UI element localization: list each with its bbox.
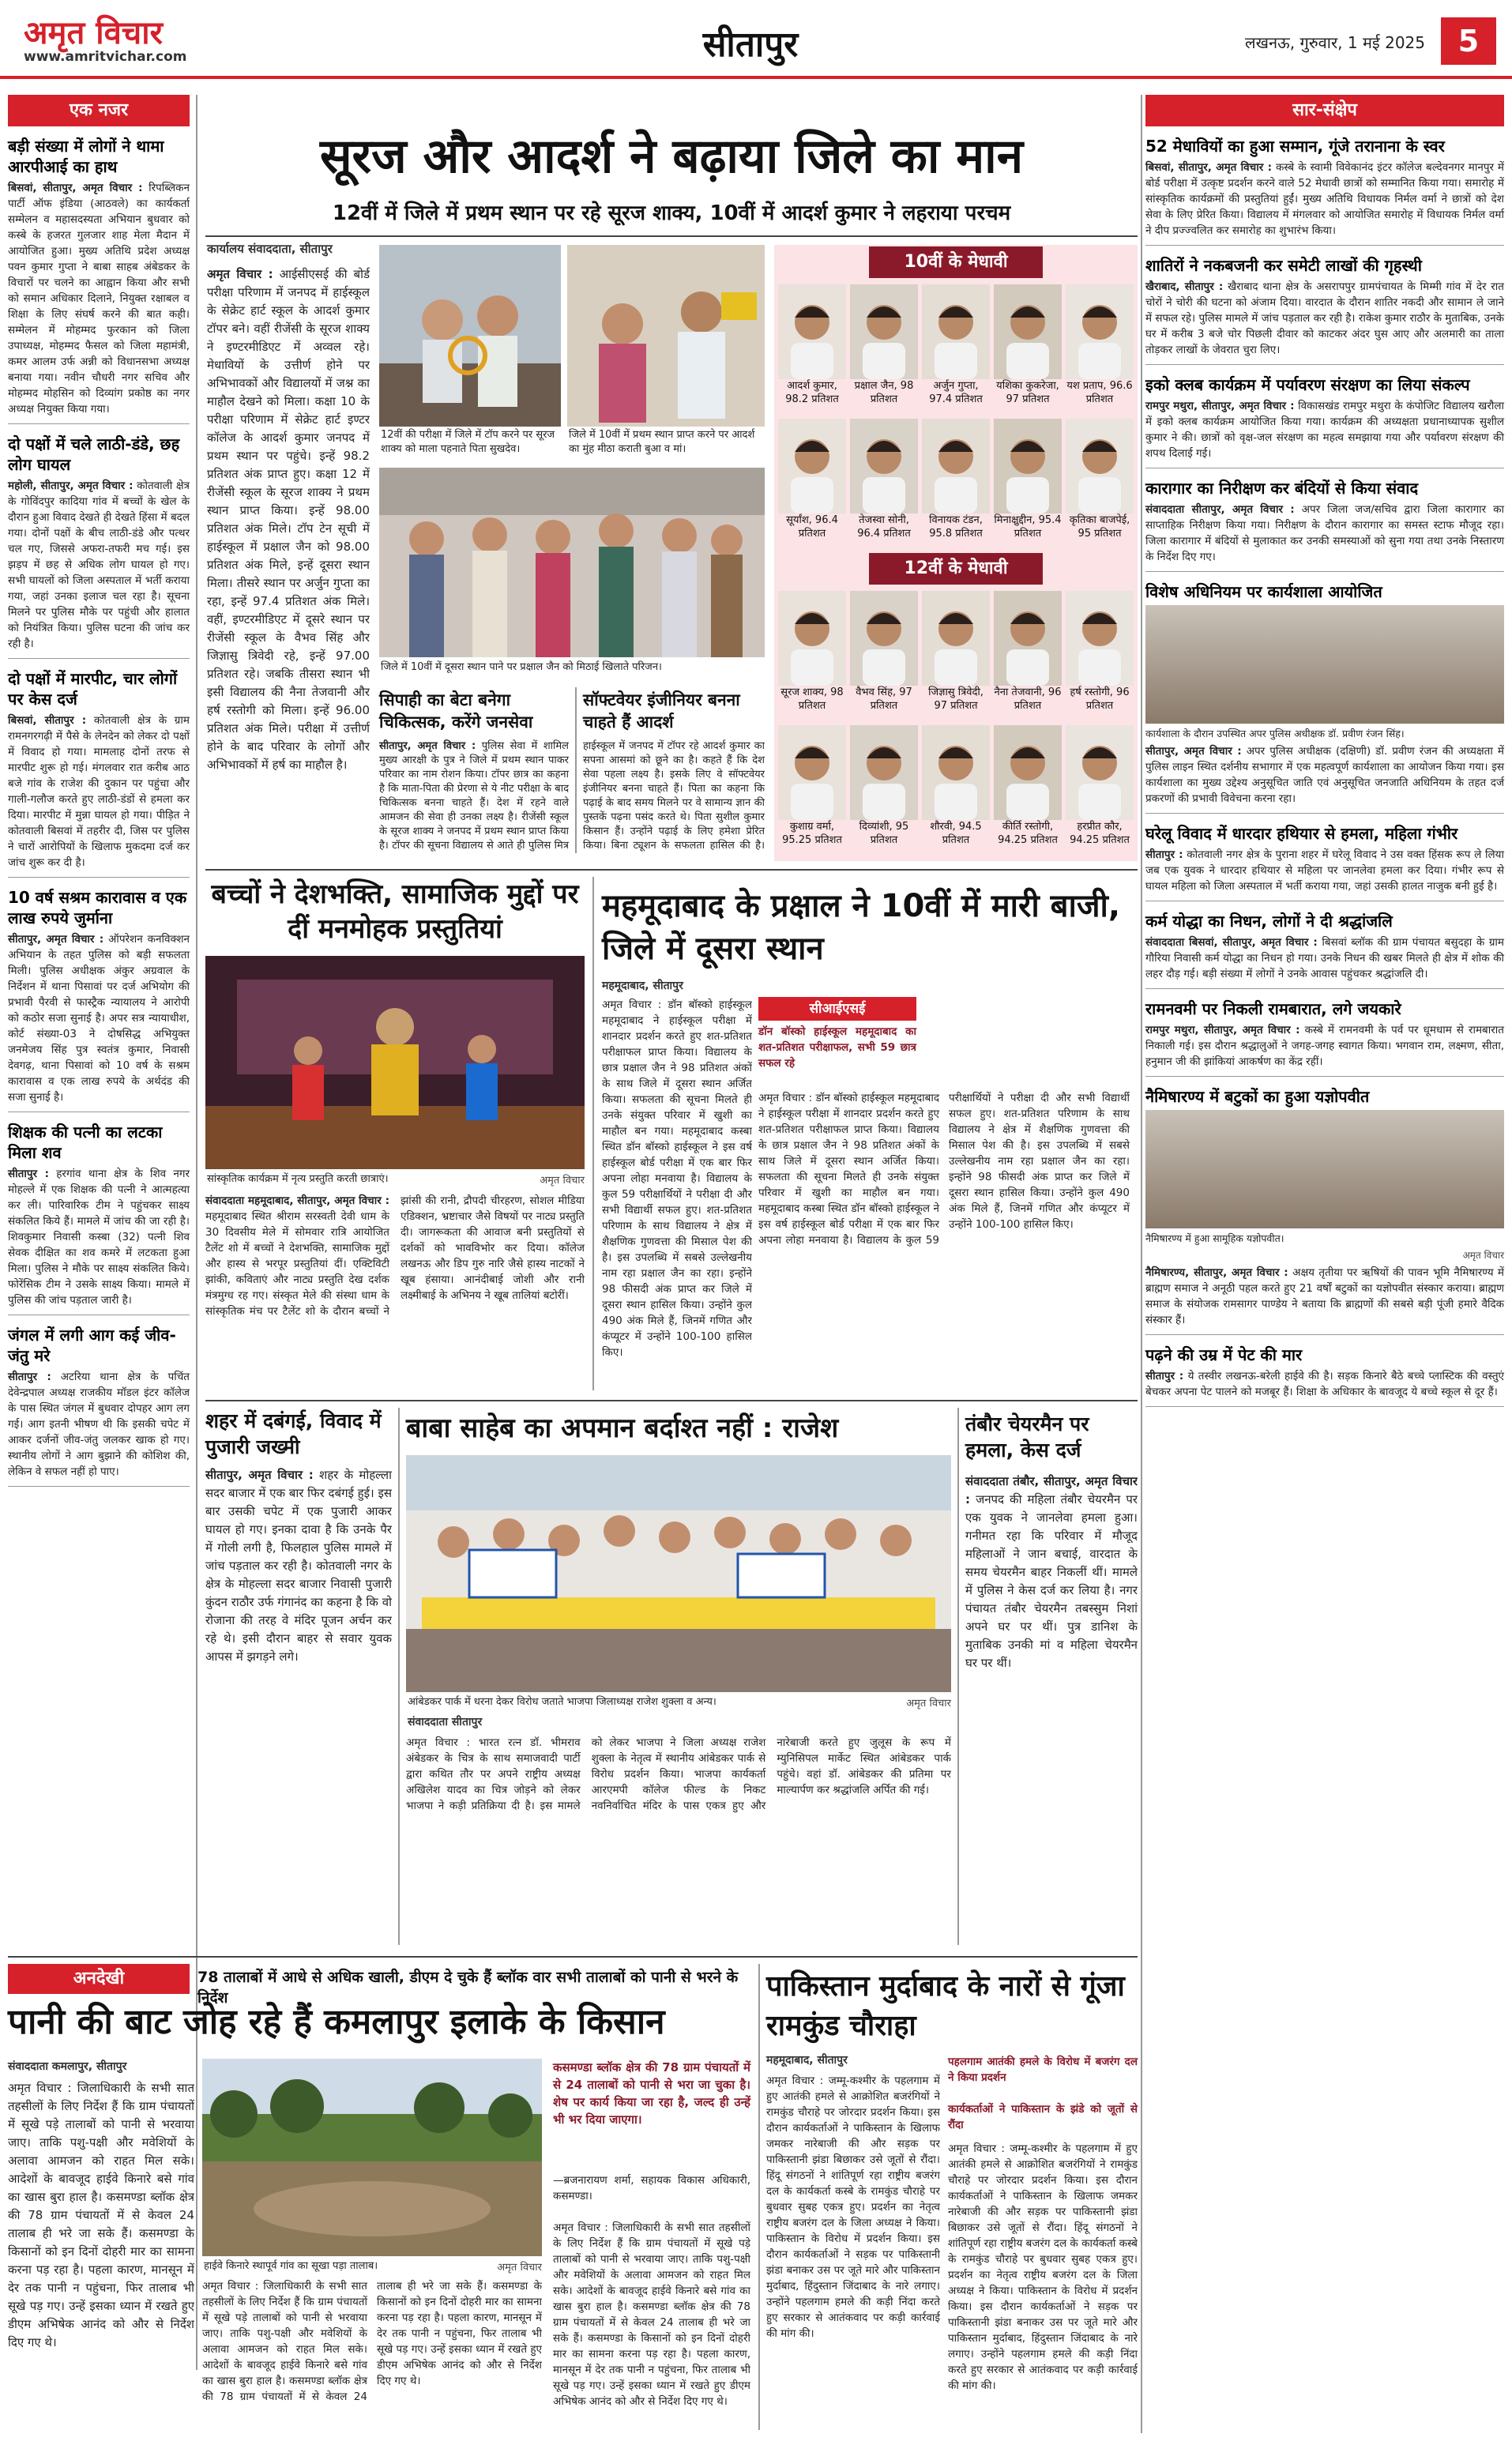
right-brief-title: 52 मेधावियों का हुआ सम्मान, गूंजे तरानाना के स्वर	[1145, 137, 1445, 156]
topper-card	[922, 591, 990, 713]
right-brief-text: विकासखंड रामपुर मथुरा के कंपोजिट विद्यालय खरौला में इको क्लब कार्यक्रम आयोजित किया गया। कार्यक्रम की अध्यक्षता प्रधानाध्यापक सुशील कुमार ने की। छात्रों को वृक्ष-जल संरक्षण का महत्व समझाया गया और पर्यावरण संरक्षण की शपथ दिलाई गई।	[1145, 400, 1504, 460]
right-brief-body	[1145, 1368, 1504, 1400]
tambour-src: संवाददाता तंबौर, सीतापुर, अमृत विचार :	[965, 1474, 1138, 1506]
topper-name: शौरवी, 94.5 प्रतिशत	[930, 821, 982, 846]
left-briefs	[8, 136, 190, 1487]
divider	[1145, 1406, 1504, 1407]
topper-card	[922, 419, 990, 540]
right-brief	[1145, 374, 1504, 468]
credit-talent: अमृत विचार	[540, 1175, 585, 1187]
right-brief-title: इको क्लब कार्यक्रम में पर्यावरण संरक्षण का लिया संकल्प	[1145, 375, 1470, 394]
right-brief-text: कस्बे में रामनवमी के पर्व पर धूमधाम से रामबारात निकाली गई। इस दौरान श्रद्धालुओं ने जगह-जगह स्वागत किया। भगवान राम, लक्ष्मण, सीता, हनुमान जी की झांकियां आकर्षण का केंद्र रहीं।	[1145, 1024, 1504, 1068]
topper-name: आदर्श कुमार, 98.2 प्रतिशत	[785, 380, 839, 405]
right-brief-body	[1145, 398, 1504, 461]
right-brief-text: अपर जिला जज/सचिव द्वारा जिला कारागार का साप्ताहिक निरीक्षण किया गया। निरीक्षण के दौरान कारागार का समस्त स्टाफ मौजूद रहा। जिला कारागार में बंदियों से मुलाकात कर उनकी समस्याओं को सुना गया तथा उनके निस्तारण के निर्देश दिए गए।	[1145, 503, 1504, 563]
right-brief-credit: अमृत विचार	[1462, 1250, 1504, 1261]
topper-name: अर्जुन गुप्ता, 97.4 प्रतिशत	[929, 380, 983, 405]
left-brief	[8, 1325, 190, 1487]
pak-headline: पाकिस्तान मुर्दाबाद के नारों से गूंजा रामकुंड चौराहा	[766, 1970, 1125, 2042]
class10-title: 10वीं के मेधावी	[869, 246, 1043, 278]
right-column-header: सार-संक्षेप	[1145, 95, 1504, 126]
bottom-quote-source: —ब्रजनारायण शर्मा, सहायक विकास अधिकारी, कसमण्डा।	[553, 2174, 750, 2202]
topper-card	[994, 591, 1062, 713]
dateline: लखनऊ, गुरुवार, 1 मई 2025	[1245, 33, 1425, 52]
protest-byline: संवाददाता सीतापुर	[408, 1716, 483, 1728]
topper-card	[778, 725, 846, 847]
left-brief-text: रिपब्लिकन पार्टी ऑफ इंडिया (आठवले) का कार्यकर्ता सम्मेलन व महासदस्यता अभियान बुधवार को कस्बे के हजरत गुलजार शाह मेला मैदान में आयोजित हुआ। मुख्य अतिथि प्रदेश अध्यक्ष पवन कुमार गुप्ता ने बाबा साहब अंबेडकर के विचारों पर चलने का आह्वान किया और सभी को समान अधिकार दिलाने, नियुक्त रक्षाबल व शिक्षा के लिए संघर्ष करने की बात कही। सम्मेलन में मोहम्मद फुरकान को जिला उपाध्यक्ष, मोहम्मद फैसल को जिला महामंत्री, कमर आलम उर्फ अन्नी को विधानसभा अध्यक्ष बनाया गया। नवीन चौधरी नगर सचिव और मोहम्मद मोहसिन को दिव्यांग प्रकोष्ठ का नगर अध्यक्ष नियुक्त किया गया।	[8, 182, 190, 416]
right-brief-title: नैमिषारण्य में बटुकों का हुआ यज्ञोपवीत	[1145, 1087, 1370, 1106]
topper-name: जिज्ञासु त्रिवेदी, 97 प्रतिशत	[928, 686, 984, 712]
topper-photo	[1066, 284, 1134, 379]
topper-card	[922, 725, 990, 847]
talent-byline: संवाददाता महमूदाबाद, सीतापुर, अमृत विचार :	[205, 1194, 389, 1207]
right-brief-title: रामनवमी पर निकली रामबारात, लगे जयकारे	[1145, 999, 1401, 1018]
rule	[8, 1956, 1138, 1958]
divider	[1145, 1334, 1504, 1335]
divider	[8, 658, 190, 659]
right-brief-source: बिसवां, सीतापुर, अमृत विचार :	[1145, 161, 1272, 174]
cbse-badge: सीआईएसई	[758, 997, 916, 1021]
right-brief	[1145, 1345, 1504, 1407]
topper-card	[994, 725, 1062, 847]
left-brief-source: महोली, सीतापुर, अमृत विचार :	[8, 480, 134, 492]
lead-subhead: 12वीं में जिले में प्रथम स्थान पर रहे सूरज शाक्य, 10वीं में आदर्श कुमार ने लहराया परचम	[332, 201, 1011, 225]
topper-card	[1066, 725, 1134, 847]
topper-card	[994, 419, 1062, 540]
right-brief-body	[1145, 160, 1504, 239]
topper-photo	[778, 419, 846, 513]
topper-photo	[850, 725, 918, 820]
left-brief-text: कोतवाली क्षेत्र के गोविंदपुर कादिया गांव में बच्चों के खेल के दौरान हुआ विवाद देखते ही देखते हिंसा में बदल गया। दोनों पक्षों के बीच लाठी-डंडे और पत्थर चल गए, जिससे अफरा-तफरी मच गई। इस झड़प में छह से अधिक लोग घायल हो गए। सभी घायलों को जिला अस्पताल में भर्ती कराया गया, जहां उनका इलाज चल रहा है। सूचना मिलने पर पुलिस मौके पर पहुंची और हालात को नियंत्रित किया। पुलिस घटना की जांच कर रही है।	[8, 480, 190, 650]
left-brief-text: हरगांव थाना क्षेत्र के शिव नगर मोहल्ले में एक शिक्षक की पत्नी ने आत्महत्या कर ली। पारिवारिक टीम ने पहुंचकर साक्ष्य संकलित किये हैं। मामले में जांच की जा रही है। शिवकुमार निवासी कस्बा (32) पत्नी शिव सेवक दीक्षित का शव कमरे में लटकता हुआ मिला। पुलिस ने मौके पर साक्ष्य संकलित किये। फोरेंसिक टीम ने उसके साक्ष्य किया। मामले में पुलिस की जांच पड़ताल जारी है।	[8, 1168, 190, 1307]
topper-card	[778, 284, 846, 406]
topper-photo	[778, 284, 846, 379]
left-brief-title: शिक्षक की पत्नी का लटका मिला शव	[8, 1123, 163, 1162]
photo-talent-show	[205, 956, 585, 1169]
left-brief	[8, 434, 190, 659]
right-brief	[1145, 823, 1504, 901]
photo-prakshal	[379, 468, 765, 657]
topper-name: हरप्रीत कौर, 94.25 प्रतिशत	[1070, 821, 1130, 846]
caption-talent: सांस्कृतिक कार्यक्रम में नृत्य प्रस्तुति करती छात्राएं।	[207, 1173, 389, 1185]
topper-card	[1066, 284, 1134, 406]
topper-photo	[850, 284, 918, 379]
lead-body	[207, 265, 370, 834]
left-brief-source: बिसवां, सीतापुर, अमृत विचार :	[8, 182, 143, 194]
right-brief-title: घरेलू विवाद में धारदार हथियार से हमला, महिला गंभीर	[1145, 824, 1458, 843]
sidebar-body-2: हाईस्कूल में जनपद में टॉपर रहे आदर्श कुमार का सपना आसमां को छूने का है। कहते हैं कि देश सेवा पहला लक्ष्य है। इसके लिए वे सॉफ्टवेयर इंजीनियर बनना चाहते हैं। पिता का कहना कि पढ़ाई के बाद समय मिलने पर वे सामान्य ज्ञान की पुस्तकें पढ़ना पसंद करते थे। पिता सुशील कुमार किसान हैं। उन्होंने पढ़ाई के लिए हमेशा प्रेरित किया। बिना ट्यूशन के सफलता हासिल की है।	[583, 740, 765, 852]
left-brief-title: 10 वर्ष सश्रम कारावास व एक लाख रुपये जुर्माना	[8, 888, 187, 927]
divider	[398, 1408, 400, 1945]
right-brief	[1145, 255, 1504, 365]
caption-protest: आंबेडकर पार्क में धरना देकर विरोध जताते भाजपा जिलाध्यक्ष राजेश शुक्ला व अन्य।	[408, 1696, 717, 1708]
lead-headline: सूरज और आदर्श ने बढ़ाया जिले का मान	[319, 129, 1024, 184]
pujari-src: सीतापुर, अमृत विचार :	[205, 1468, 314, 1482]
divider	[758, 1964, 760, 2430]
right-brief-text: बिसवां ब्लॉक की ग्राम पंचायत बसुदहा के ग्राम गौरिया निवासी कर्म योद्धा का निधन हो गया। उनके निधन की खबर मिलते ही क्षेत्र में शोक की लहर दौड़ गई। बड़ी संख्या में लोगों ने उनके आवास पहुंचकर श्रद्धांजलि दी।	[1145, 936, 1505, 980]
topper-name: हर्ष रस्तोगी, 96 प्रतिशत	[1070, 686, 1130, 712]
prakshal-body-cont: अमृत विचार : डॉन बॉस्को हाईस्कूल महमूदाबाद ने हाईस्कूल परीक्षा में शानदार प्रदर्शन करते हुए शत-प्रतिशत परीक्षाफल प्राप्त किया। विद्यालय के छात्र प्रक्षाल जैन ने 98 प्रतिशत अंकों के साथ जिले में दूसरा स्थान अर्जित किया। सफलता की सूचना मिलते ही उनके संयुक्त परिवार में खुशी का माहौल बन गया। महमूदाबाद कस्बा स्थित डॉन बॉस्को हाईस्कूल ने इस वर्ष हाईस्कूल बोर्ड परीक्षा में एक बार फिर अपना लोहा मनवाया है। विद्यालय के कुल 59 परीक्षार्थियों ने परीक्षा दी और सभी विद्यार्थी सफल हुए। शत-प्रतिशत परिणाम के साथ विद्यालय ने क्षेत्र में शैक्षणिक गुणवत्ता की मिसाल पेश की है। इस उपलब्धि में सबसे उल्लेखनीय नाम रहा प्रक्षाल जैन का रहा। इन्होंने 98 फीसदी अंक प्राप्त कर जिले में दूसरा स्थान हासिल किया। उन्होंने कुल 490 अंक मिले हैं, जिनमें गणित और कंप्यूटर में उन्होंने 100-100 हासिल किए।	[758, 1092, 1130, 1247]
tambour-text: जनपद की महिला तंबौर चेयरमैन पर एक युवक ने जानलेवा हमला हुआ। गनीमत रहा कि परिवार में मौजूद महिलाओं ने जान बचाई, वारदात के समय चेयरमैन बाहर निकलीं थीं। मामले में पुलिस ने केस दर्ज कर लिया है। नगर पंचायत तंबौर चेयरमैन तबस्सुम निशां अपने घर पर थीं। पुत्र डानिश के मुताबिक उनकी मां व महिला चेयरमैन घर पर थीं।	[965, 1492, 1138, 1670]
left-brief-text: कोतवाली क्षेत्र के ग्राम रामनगरगढ़ी में पैसे के लेनदेन को लेकर दो पक्षों में विवाद हो गया। मामलाह दोनों तरफ से मारपीट शुरू हो गई। मंगलवार रात करीब आठ बजे गांव के राजेश की दुकान पर पहुंचा और गाली-गलौज करते हुए लाठी-डंडों से हमला कर दिया। मारपीट में मुन्ना घायल हो गया। पीड़ित ने कोतवाली बिसवां में तहरीर दी, जिस पर पुलिस ने चारों आरोपियों के खिलाफ मुकदमा दर्ज कर जांच शुरू कर दी है।	[8, 714, 190, 869]
left-brief-source: सीतापुर :	[8, 1371, 51, 1383]
right-brief-body	[1145, 743, 1504, 807]
right-brief	[1145, 136, 1504, 246]
topper-card	[778, 419, 846, 540]
topper-card	[850, 419, 918, 540]
caption-adarsh: जिले में 10वीं में प्रथम स्थान प्राप्त करने पर आदर्श का मुंह मीठा कराती बुआ व मां।	[569, 429, 755, 455]
bottom-tag: अनदेखी	[8, 1964, 190, 1994]
right-brief-source: सीतापुर :	[1145, 848, 1183, 861]
topper-photo	[994, 284, 1062, 379]
photo-suraj	[379, 245, 561, 427]
left-brief	[8, 668, 190, 878]
divider	[957, 1408, 959, 1945]
right-brief-source: नैमिषारण्य, सीतापुर, अमृत विचार :	[1145, 1266, 1288, 1279]
topper-card	[922, 284, 990, 406]
left-brief-title: दो पक्षों में मारपीट, चार लोगों पर केस दर्ज	[8, 669, 178, 709]
right-brief	[1145, 999, 1504, 1077]
prakshal-headline: महमूदाबाद के प्रक्षाल ने 10वीं में मारी बाजी, जिले में दूसरा स्थान	[602, 888, 1121, 967]
left-brief-body	[8, 931, 190, 1105]
pak-byline: महमूदाबाद, सीतापुर	[766, 2054, 848, 2067]
topper-photo	[922, 591, 990, 686]
left-brief-source: सीतापुर, अमृत विचार :	[8, 933, 104, 946]
section-name: सीतापुर	[702, 24, 799, 65]
right-brief-text: ये तस्वीर लखनऊ-बरेली हाईवे की है। सड़क किनारे बैठे बच्चे प्लास्टिक की वस्तुएं बेचकर अपना पेट पालने को मजबूर हैं। शिक्षा के अधिकार के बावजूद ये बच्चे स्कूल से दूर हैं।	[1145, 1370, 1504, 1398]
topper-photo	[1066, 591, 1134, 686]
right-brief-body	[1145, 279, 1504, 358]
right-brief-source: खैराबाद, सीतापुर :	[1145, 280, 1224, 293]
topper-name: कीर्ति रस्तोगी, 94.25 प्रतिशत	[998, 821, 1058, 846]
left-brief-title: बड़ी संख्या में लोगों ने थामा आरपीआई का हाथ	[8, 137, 164, 176]
left-column-header: एक नजर	[8, 95, 190, 126]
bottom-body: अमृत विचार : जिलाधिकारी के सभी सात तहसीलों के लिए निर्देश हैं कि ग्राम पंचायतों में सूखे पड़े तालाबों को पानी से भरवाया जाए। ताकि पशु-पक्षी और मवेशियों के अलावा आमजन को राहत मिल सके। आदेशों के बावजूद हाईवे किनारे बसे गांव का खास बुरा हाल है। कसमण्डा ब्लॉक क्षेत्र की 78 ग्राम पंचायतों में से केवल 24 तालाब ही भरे जा सके हैं। कसमण्डा के किसानों को इन दिनों दोहरी मार का सामना करना पड़ रहा है। पहला कारण, मानसून में देर तक पानी न पहुंचना, फिर तालाब भी सूखे पड़ गए। उन्हें इसका ध्यान में रखते हुए डीएम अभिषेक आनंद को और से निर्देश दिए गए थे।	[8, 2081, 194, 2349]
rule	[205, 1400, 1138, 1401]
right-brief-source: सीतापुर, अमृत विचार :	[1145, 745, 1242, 758]
divider	[1145, 364, 1504, 365]
left-brief	[8, 887, 190, 1112]
sidebar-headline-2: सॉफ्टवेयर इंजीनियर बनना चाहते हैं आदर्श	[583, 690, 740, 732]
brand-url[interactable]: www.amritvichar.com	[24, 49, 187, 65]
divider	[575, 687, 577, 853]
right-brief-title: शातिरों ने नकबजनी कर समेटी लाखों की गृहस्थी	[1145, 256, 1422, 275]
lead-source: अमृत विचार :	[207, 267, 273, 281]
lead-byline: कार्यालय संवाददाता, सीतापुर	[207, 242, 333, 256]
left-brief-body	[8, 1369, 190, 1480]
left-brief-title: दो पक्षों में चले लाठी-डंडे, छह लोग घायल	[8, 434, 180, 474]
pak-point-1: पहलगाम आतंकी हमले के विरोध में बजरंग दल ने किया प्रदर्शन	[948, 2056, 1138, 2084]
protest-body: अमृत विचार : भारत रत्न डॉ. भीमराव अंबेडकर के चित्र के साथ समाजवादी पार्टी द्वारा कथित तौर पर अपने राष्ट्रीय अध्यक्ष अखिलेश यादव का चित्र जोड़ने को लेकर भाजपा ने कड़ी प्रतिक्रिया दी है। इस मामले को लेकर भाजपा ने जिला अध्यक्ष राजेश शुक्ला के नेतृत्व में स्थानीय आंबेडकर पार्क से विरोध प्रदर्शन किया। भाजपा कार्यकर्ता आरएमपी कॉलेज फील्ड के निकट नवनिर्वाचित मंदिर के पास एकत्र हुए और नारेबाजी करते हुए जुलूस के रूप में म्युनिसिपल मार्केट स्थित आंबेडकर पार्क पहुंचे। वहां डॉ. आंबेडकर की प्रतिमा पर माल्यार्पण कर श्रद्धांजलि अर्पित की गई।	[406, 1736, 951, 1812]
caption-suraj: 12वीं की परीक्षा में जिले में टॉप करने पर सूरज शाक्य को माला पहनाते पिता सुखदेव।	[381, 429, 555, 455]
credit-protest: अमृत विचार	[906, 1698, 951, 1710]
caption-prakshal: जिले में 10वीं में दूसरा स्थान पाने पर प्रक्षाल जैन को मिठाई खिलाते परिजन।	[381, 661, 662, 673]
topper-name: वैभव सिंह, 97 प्रतिशत	[856, 686, 912, 712]
topper-name: विनायक टंडन, 95.8 प्रतिशत	[929, 514, 983, 540]
left-brief-body	[8, 478, 190, 652]
class12-title: 12वीं के मेधावी	[869, 553, 1043, 585]
tambour-body	[965, 1473, 1138, 1939]
divider	[8, 877, 190, 878]
topper-photo	[922, 725, 990, 820]
right-brief-body	[1145, 935, 1504, 982]
right-brief-source: सीतापुर :	[1145, 1370, 1184, 1382]
topper-name: दिव्यांशी, 95 प्रतिशत	[859, 821, 909, 846]
right-brief-source: संवाददाता बिसवां, सीतापुर, अमृत विचार :	[1145, 936, 1318, 949]
right-brief-caption: नैमिषारण्य में हुआ सामूहिक यज्ञोपवीत।	[1145, 1232, 1284, 1244]
right-brief-title: पढ़ने की उम्र में पेट की मार	[1145, 1345, 1303, 1364]
tambour-headline: तंबौर चेयरमैन पर हमला, केस दर्ज	[965, 1412, 1089, 1461]
bottom-byline: संवाददाता कमलापुर, सीतापुर	[8, 2060, 127, 2073]
left-brief-title: जंगल में लगी आग कई जीव-जंतु मरे	[8, 1326, 176, 1365]
topper-card	[1066, 419, 1134, 540]
topper-photo	[1066, 419, 1134, 513]
topper-name: यश प्रताप, 96.6 प्रतिशत	[1066, 380, 1133, 405]
sidebar-text-1: पुलिस सेवा में शामिल मुख्य आरक्षी के पुत्र ने जिले में प्रथम स्थान पाकर परिवार का नाम रोशन किया। टॉपर छात्र का कहना है कि माता-पिता की प्रेरणा से ये नीट परीक्षा के बाद चिकित्सक बनना चाहते हैं। देश में रहने वाले आमजन की सेवा ही उनका लक्ष्य है। रीजेंसी स्कूल के सूरज शाक्य ने जनपद में प्रथम स्थान प्राप्त किया है। टॉपर की सूचना विद्यालय से आते ही पुलिस मित्र	[379, 740, 569, 852]
pujari-headline: शहर में दबंगई, विवाद में पुजारी जख्मी	[205, 1409, 382, 1458]
left-brief-text: अटरिया थाना क्षेत्र के पचिंत देवेन्द्रपाल अध्यक्ष राजकीय मॉडल इंटर कॉलेज के पास स्थित जंगल में बुधवार दोपहर आग लग गई। आग इतनी भीषण थी कि इसकी चपेट में आकर दर्जनों जीव-जंतु जलकर खाक हो गए। स्थानीय लोगों ने आग बुझाने की कोशिश की, लेकिन वे सफल नहीं हो पाए।	[8, 1371, 190, 1478]
topper-name: मिनाक्षुद्दीन, 95.4 प्रतिशत	[994, 514, 1062, 540]
lead-text: आईसीएसई की बोर्ड परीक्षा परिणाम में जनपद में हाईस्कूल के सेक्रेट हार्ट स्कूल के आदर्श कुमार टॉपर बने। वहीं रीजेंसी के सूरज शाक्य ने इण्टरमीडिएट में अव्वल रहे। मेधावियों के उत्तीर्ण होने पर अभिभावकों और विद्यालयों में जश्न का माहौल देखने को मिला। कक्षा 10 के परीक्षा परिणाम में सेक्रेट हार्ट इण्टर कॉलेज के आदर्श कुमार जनपद में प्रथम स्थान पर पहुंचे। इन्हें 98.2 प्रतिशत अंक प्राप्त हुए। कक्षा 12 में रीजेंसी स्कूल के सूरज शाक्य ने प्रथम स्थान प्राप्त किया। इन्हें 98.00 प्रतिशत अंक मिले। टॉप टेन सूची में हाईस्कूल में प्रक्षाल जैन को 98.00 प्रतिशत अंक मिले, इन्हें दूसरा स्थान मिला। तीसरे स्थान पर अर्जुन गुप्ता का रहा, इन्हें 97.4 प्रतिशत अंक मिले। वहीं, इण्टरमीडिएट में दूसरे स्थान पर रीजेंसी स्कूल के वैभव सिंह और जिज्ञासु त्रिवेदी रहे, इन्हें 97.00 प्रतिशत रहे। जबकि तीसरा स्थान भी इसी विद्यालय की नैना तेजवानी और हर्ष रस्तोगी को मिला। इन्हें 96.00 प्रतिशत अंक मिले। परीक्षा में उत्तीर्ण होने के बाद परिवार के लोगों और अभिभावकों में हर्ष का माहौल है।	[207, 267, 370, 772]
talent-body	[205, 1193, 585, 1390]
bottom-quote: कसमण्डा ब्लॉक क्षेत्र की 78 ग्राम पंचायतों में से 24 तालाबों को पानी से भरा जा चुका है। शेष पर कार्य किया जा रहा है, जल्द ही उन्हें भी भर दिया जाएगा।	[553, 2060, 750, 2127]
topper-name: यशिका कुकरेजा, 97 प्रतिशत	[996, 380, 1059, 405]
divider	[8, 1486, 190, 1487]
right-brief	[1145, 581, 1504, 814]
divider	[1145, 988, 1504, 989]
divider	[1141, 95, 1142, 2433]
topper-card	[850, 284, 918, 406]
right-brief	[1145, 1086, 1504, 1335]
right-brief-body	[1145, 847, 1504, 894]
rule	[205, 869, 1138, 871]
sidebar-body-1	[379, 739, 569, 853]
right-brief	[1145, 911, 1504, 989]
topper-photo	[1066, 725, 1134, 820]
right-briefs	[1145, 136, 1504, 1407]
topper-card	[1066, 591, 1134, 713]
topper-name: तेजस्वा सोनी, 96.4 प्रतिशत	[857, 514, 911, 540]
divider	[8, 423, 190, 424]
bottom-headline: पानी की बाट जोह रहे हैं कमलापुर इलाके के किसान	[8, 2002, 665, 2042]
pak-body-cont: अमृत विचार : जम्मू-कश्मीर के पहलगाम में हुए आतंकी हमले से आक्रोशित बजरंगियों ने रामकुंड चौराहे पर जोरदार प्रदर्शन किया। इस दौरान कार्यकर्ताओं ने पाकिस्तान के खिलाफ जमकर नारेबाजी की और सड़क पर पाकिस्तानी झंडा बिछाकर उसे जूतों से रौंदा। हिंदू संगठनों ने शांतिपूर्ण रहा राष्ट्रीय बजरंग दल के कार्यकर्ता कस्बे के रामकुंड चौराहे पर बुधवार सुबह एकत्र हुए। प्रदर्शन का नेतृत्व राष्ट्रीय बजरंग दल के जिला अध्यक्ष ने किया। पाकिस्तान के विरोध में प्रदर्शन किया। इस दौरान कार्यकर्ताओं ने सड़क पर पाकिस्तानी झंडा बनाकर उस पर जूते मारे और पाकिस्तान मुर्दाबाद, हिंदुस्तान जिंदाबाद के नारे लगाए। उन्होंने पहलगाम हमले की कड़ी निंदा करते हुए सरकार से आतंकवाद पर कड़ी कार्रवाई की मांग की।	[948, 2142, 1138, 2392]
protest-headline: बाबा साहेब का अपमान बर्दाश्त नहीं : राजेश	[406, 1412, 839, 1444]
right-brief-photo	[1145, 605, 1504, 724]
topper-photo	[994, 591, 1062, 686]
right-brief-source: संवाददाता सीतापुर, अमृत विचार :	[1145, 503, 1295, 516]
bottom-body-cont: अमृत विचार : जिलाधिकारी के सभी सात तहसीलों के लिए निर्देश हैं कि ग्राम पंचायतों में सूखे पड़े तालाबों को पानी से भरवाया जाए। ताकि पशु-पक्षी और मवेशियों के अलावा आमजन को राहत मिल सके। आदेशों के बावजूद हाईवे किनारे बसे गांव का खास बुरा हाल है। कसमण्डा ब्लॉक क्षेत्र की 78 ग्राम पंचायतों में से केवल 24 तालाब ही भरे जा सके हैं। कसमण्डा के किसानों को इन दिनों दोहरी मार का सामना करना पड़ रहा है। पहला कारण, मानसून में देर तक पानी न पहुंचना, फिर तालाब भी सूखे पड़ गए। उन्हें इसका ध्यान में रखते हुए डीएम अभिषेक आनंद को और से निर्देश दिए गए थे।	[202, 2280, 542, 2403]
left-brief	[8, 136, 190, 424]
rule	[205, 235, 1138, 237]
topper-card	[778, 591, 846, 713]
caption-dry-pond: हाईवे किनारे स्थापूर्व गांव का सूखा पड़ा तालाब।	[204, 2260, 378, 2272]
right-brief	[1145, 478, 1504, 572]
right-brief-photo	[1145, 1110, 1504, 1228]
topper-photo	[850, 419, 918, 513]
photo-adarsh	[567, 245, 765, 427]
right-brief-title: कारागार का निरीक्षण कर बंदियों से किया संवाद	[1145, 479, 1419, 498]
prakshal-highlight: डॉन बॉस्को हाईस्कूल महमूदाबाद का शत-प्रतिशत परीक्षाफल, सभी 59 छात्र सफल रहे	[758, 1025, 916, 1070]
topper-photo	[994, 419, 1062, 513]
right-brief-body	[1145, 502, 1504, 565]
right-brief-text: अपर पुलिस अधीक्षक (दक्षिणी) डॉ. प्रवीण रंजन की अध्यक्षता में पुलिस लाइन स्थित दर्शनीय सभागार में एक महत्वपूर्ण कार्यशाला का आयोजन किया गया। इस कार्यशाला का मुख्य उद्देश्य अनुसूचित जाति एवं अनुसूचित जनजाति अधिनियम के तहत दर्ज प्रकरणों की प्रभावी विवेचना करना रहा।	[1145, 745, 1504, 805]
sidebar-headline-1: सिपाही का बेटा बनेगा चिकित्सक, करेंगे जनसेवा	[379, 690, 533, 732]
divider	[1145, 813, 1504, 814]
right-brief-text: कोतवाली नगर क्षेत्र के पुराना शहर में घरेलू विवाद ने उस वक्त हिंसक रूप ले लिया जब एक युवक ने धारदार हथियार से महिला पर जानलेवा हमला कर दिया। गंभीर रूप से घायल महिला को जिला अस्पताल में भर्ती कराया गया, जहां उसकी हालत नाजुक बनी हुई है।	[1145, 848, 1504, 893]
talent-text: महमूदाबाद स्थित श्रीराम सरस्वती देवी धाम के 30 दिवसीय मेले में सोमवार रात्रि आयोजित टैलेंट शो में बच्चों ने देशभक्ति, सामाजिक मुद्दों और हास्य से भरपूर प्रस्तुतियां दीं। एक्टिविटी झांकी, कविताएं और नाट्य प्रस्तुति देख दर्शक मंत्रमुग्ध रह गए। संस्कृत मेले की संस्था धाम के सांस्कृतिक मंच पर टैलेंट शो के दौरान बच्चों ने झांसी की रानी, द्रौपदी चीरहरण, सोशल मीडिया एडिक्शन, भ्रष्टाचार जैसे विषयों पर नाट्य प्रस्तुति दी। जागरूकता की आवाज बनी प्रस्तुतियों से दर्शकों को भावविभोर कर दिया। कॉलेज लखनऊ और डिप गुरु नारि जैसे हास्य नाटकों ने खूब हंसाया। आनंदीबाई जोशी और रानी लक्ष्मीबाई के अभिनय ने खूब तालियां बटोरीं।	[205, 1194, 585, 1318]
right-brief-body	[1145, 1022, 1504, 1070]
topper-name: प्रक्षाल जैन, 98 प्रतिशत	[854, 380, 914, 405]
bottom-kicker: 78 तालाबों में आधे से अधिक खाली, डीएम दे चुके हैं ब्लॉक वार सभी तालाबों को पानी से भरने के निर्देश	[197, 1969, 739, 2007]
topper-card	[850, 591, 918, 713]
topper-name: सूरज शाक्य, 98 प्रतिशत	[780, 686, 844, 712]
pujari-body	[205, 1466, 392, 1932]
masthead	[0, 0, 1512, 79]
divider	[592, 877, 594, 1390]
topper-card	[994, 284, 1062, 406]
brand-logo: अमृत विचार	[24, 14, 163, 51]
divider	[1145, 245, 1504, 246]
left-brief-body	[8, 713, 190, 871]
pak-body: अमृत विचार : जम्मू-कश्मीर के पहलगाम में हुए आतंकी हमले से आक्रोशित बजरंगियों ने रामकुंड चौराहे पर जोरदार प्रदर्शन किया। इस दौरान कार्यकर्ताओं ने पाकिस्तान के खिलाफ जमकर नारेबाजी की और सड़क पर पाकिस्तानी झंडा बिछाकर उसे जूतों से रौंदा। हिंदू संगठनों ने शांतिपूर्ण रहा राष्ट्रीय बजरंग दल के कार्यकर्ता कस्बे के रामकुंड चौराहे पर बुधवार सुबह एकत्र हुए। प्रदर्शन का नेतृत्व राष्ट्रीय बजरंग दल के जिला अध्यक्ष ने किया। पाकिस्तान के विरोध में प्रदर्शन किया। इस दौरान कार्यकर्ताओं ने सड़क पर पाकिस्तानी झंडा बनाकर उस पर जूते मारे और पाकिस्तान मुर्दाबाद, हिंदुस्तान जिंदाबाद के नारे लगाए। उन्होंने पहलगाम हमले की कड़ी निंदा करते हुए सरकार से आतंकवाद पर कड़ी कार्रवाई की मांग की।	[766, 2074, 940, 2340]
right-brief-title: कर्म योद्धा का निधन, लोगों ने दी श्रद्धांजलि	[1145, 912, 1393, 931]
right-brief-text: अक्षय तृतीया पर ऋषियों की पावन भूमि नैमिषारण्य में ब्राह्मण समाज ने अनूठी पहल करते हुए 21 वर्षों बटुकों का यज्ञोपवीत संस्कार कराया। ब्राह्मण समाज के संयोजक रामसागर पाण्डेय ने बताया कि ब्राह्मणों की सबसे बड़ी पूंजी हमारे वैदिक संस्कार हैं।	[1145, 1266, 1505, 1326]
topper-photo	[922, 419, 990, 513]
prakshal-body: अमृत विचार : डॉन बॉस्को हाईस्कूल महमूदाबाद ने हाईस्कूल परीक्षा में शानदार प्रदर्शन करते हुए शत-प्रतिशत परीक्षाफल प्राप्त किया। विद्यालय के छात्र प्रक्षाल जैन ने 98 प्रतिशत अंकों के साथ जिले में दूसरा स्थान अर्जित किया। सफलता की सूचना मिलते ही उनके संयुक्त परिवार में खुशी का माहौल बन गया। महमूदाबाद कस्बा स्थित डॉन बॉस्को हाईस्कूल ने इस वर्ष हाईस्कूल बोर्ड परीक्षा में एक बार फिर अपना लोहा मनवाया है। विद्यालय के कुल 59 परीक्षार्थियों ने परीक्षा दी और सभी विद्यार्थी सफल हुए। शत-प्रतिशत परिणाम के साथ विद्यालय ने क्षेत्र में शैक्षणिक गुणवत्ता की मिसाल पेश की है। इस उपलब्धि में सबसे उल्लेखनीय नाम रहा प्रक्षाल जैन का रहा। इन्होंने 98 फीसदी अंक प्राप्त कर जिले में दूसरा स्थान हासिल किया। उन्होंने कुल 490 अंक मिले हैं, जिनमें गणित और कंप्यूटर में उन्होंने 100-100 हासिल किए।	[602, 999, 752, 1359]
prakshal-byline: महमूदाबाद, सीतापुर	[602, 980, 683, 992]
divider	[1145, 571, 1504, 572]
bottom-body-tail: अमृत विचार : जिलाधिकारी के सभी सात तहसीलों के लिए निर्देश हैं कि ग्राम पंचायतों में सूखे पड़े तालाबों को पानी से भरवाया जाए। ताकि पशु-पक्षी और मवेशियों के अलावा आमजन को राहत मिल सके। आदेशों के बावजूद हाईवे किनारे बसे गांव का खास बुरा हाल है। कसमण्डा ब्लॉक क्षेत्र की 78 ग्राम पंचायतों में से केवल 24 तालाब ही भरे जा सके हैं। कसमण्डा के किसानों को इन दिनों दोहरी मार का सामना करना पड़ रहा है। पहला कारण, मानसून में देर तक पानी न पहुंचना, फिर तालाब भी सूखे पड़ गए। उन्हें इसका ध्यान में रखते हुए डीएम अभिषेक आनंद को और से निर्देश दिए गए थे।	[553, 2221, 750, 2408]
right-brief-caption: कार्यशाला के दौरान उपस्थित अपर पुलिस अधीक्षक डॉ. प्रवीण रंजन सिंह।	[1145, 728, 1405, 739]
topper-name: नैना तेजवानी, 96 प्रतिशत	[994, 686, 1062, 712]
right-brief-source: रामपुर मथुरा, सीतापुर, अमृत विचार :	[1145, 400, 1295, 412]
page-number: 5	[1441, 17, 1496, 65]
right-brief-text: कस्बे के स्वामी विवेकानंद इंटर कॉलेज बल्देवनगर मानपुर में बोर्ड परीक्षा में उत्कृष्ट प्रदर्शन करने वाले 52 मेधावी छात्रों को सम्मानित किया गया। समारोह में सांस्कृतिक कार्यक्रमों की प्रस्तुतियां हुईं। मुख्य अतिथि विधायक निर्मल वर्मा ने छात्रों को देश सेवा के लिए प्रेरित किया। विद्यालय में मंगलवार को आयोजित समारोह में विधायक निर्मल वर्मा ने दीप प्रज्ज्वलित कर समारोह का शुभारंभ किया।	[1145, 161, 1505, 237]
left-brief-source: बिसवां, सीतापुर :	[8, 714, 87, 727]
topper-name: कृतिका बाजपेई, 95 प्रतिशत	[1069, 514, 1130, 540]
topper-name: सूर्यांश, 96.4 प्रतिशत	[786, 514, 838, 540]
divider	[1145, 1076, 1504, 1077]
pak-point-2: कार्यकर्ताओं ने पाकिस्तान के झंडे को जूतों से रौंदा	[948, 2103, 1138, 2131]
left-brief-source: सीतापुर :	[8, 1168, 50, 1180]
topper-name: कुशाग्र वर्मा, 95.25 प्रतिशत	[782, 821, 842, 846]
photo-dry-pond	[202, 2059, 542, 2256]
right-brief-text: खैराबाद थाना क्षेत्र के असरापपुर ग्रामपंचायत के मिम्मी गांव में देर रात चोरों ने चोरी की घटना को अंजाम दिया। वारदात के दौरान शातिर नकदी और सामान ले जाने में सफल रहे। पुलिस मामले में जांच पड़ताल कर रही है। राकेश कुमार राठौर के मुताबिक, उनके घर में करीब 3 बजे चोर पिछली दीवार को काटकर अंदर घुस आए और अलमारी का ताला तोड़कर लाखों के जेवरात चुरा लिए।	[1145, 280, 1504, 356]
sidebar-src-1: सीतापुर, अमृत विचार :	[379, 740, 476, 752]
right-brief-title: विशेष अधिनियम पर कार्यशाला आयोजित	[1145, 582, 1382, 601]
topper-photo	[778, 591, 846, 686]
right-brief-source: रामपुर मथुरा, सीतापुर, अमृत विचार :	[1145, 1024, 1300, 1036]
topper-photo	[778, 725, 846, 820]
topper-photo	[922, 284, 990, 379]
credit-dry-pond: अमृत विचार	[497, 2262, 542, 2274]
topper-photo	[994, 725, 1062, 820]
talent-headline: बच्चों ने देशभक्ति, सामाजिक मुद्दों पर दीं मनमोहक प्रस्तुतियां	[211, 878, 579, 945]
left-brief-text: ऑपरेशन कनविक्शन अभियान के तहत पुलिस को बड़ी सफलता मिली। पुलिस अधीक्षक अंकुर अग्रवाल के निर्देशन में थाना पिसावां पर दर्ज अभियोग की प्रभावी पैरवी से फास्ट्रैक न्यायालय ने आरोपी को कठोर सजा सुनाई है। अपर सत्र न्यायाधीश, कोर्ट संख्या-03 ने दोषसिद्ध अभियुक्त जनमेजय सिंह पुत्र स्वतंत्र कुमार, निवासी देवगढ़, थाना पिसावां को 10 वर्ष के सश्रम कारावास व एक लाख रुपये के अर्थदंड की सजा सुनाई है।	[8, 933, 190, 1104]
right-brief-body	[1145, 1265, 1504, 1328]
photo-protest	[406, 1455, 951, 1692]
left-brief	[8, 1122, 190, 1315]
topper-card	[850, 725, 918, 847]
pujari-text: शहर के मोहल्ला सदर बाजार में एक बार फिर दबंगई हुई। इस बार उसकी चपेट में एक पुजारी आकर घायल हो गए। इनका दावा है कि उनके पैर में गोली लगी है, फिलहाल पुलिस मामले में जांच पड़ताल कर रही है। कोतवाली नगर के क्षेत्र के मोहल्ला सदर बाजार निवासी पुजारी कुंदन राठौर उर्फ गंगानंद का कहना है कि वो रोजाना की तरह वे मंदिर पूजन अर्चन कर रहे थे। इसी दौरान बाहर से सवार युवक आपस में झगड़ने लगे।	[205, 1468, 392, 1664]
left-brief-body	[8, 1166, 190, 1308]
topper-photo	[850, 591, 918, 686]
left-brief-body	[8, 180, 190, 417]
right-column	[1145, 95, 1504, 2433]
